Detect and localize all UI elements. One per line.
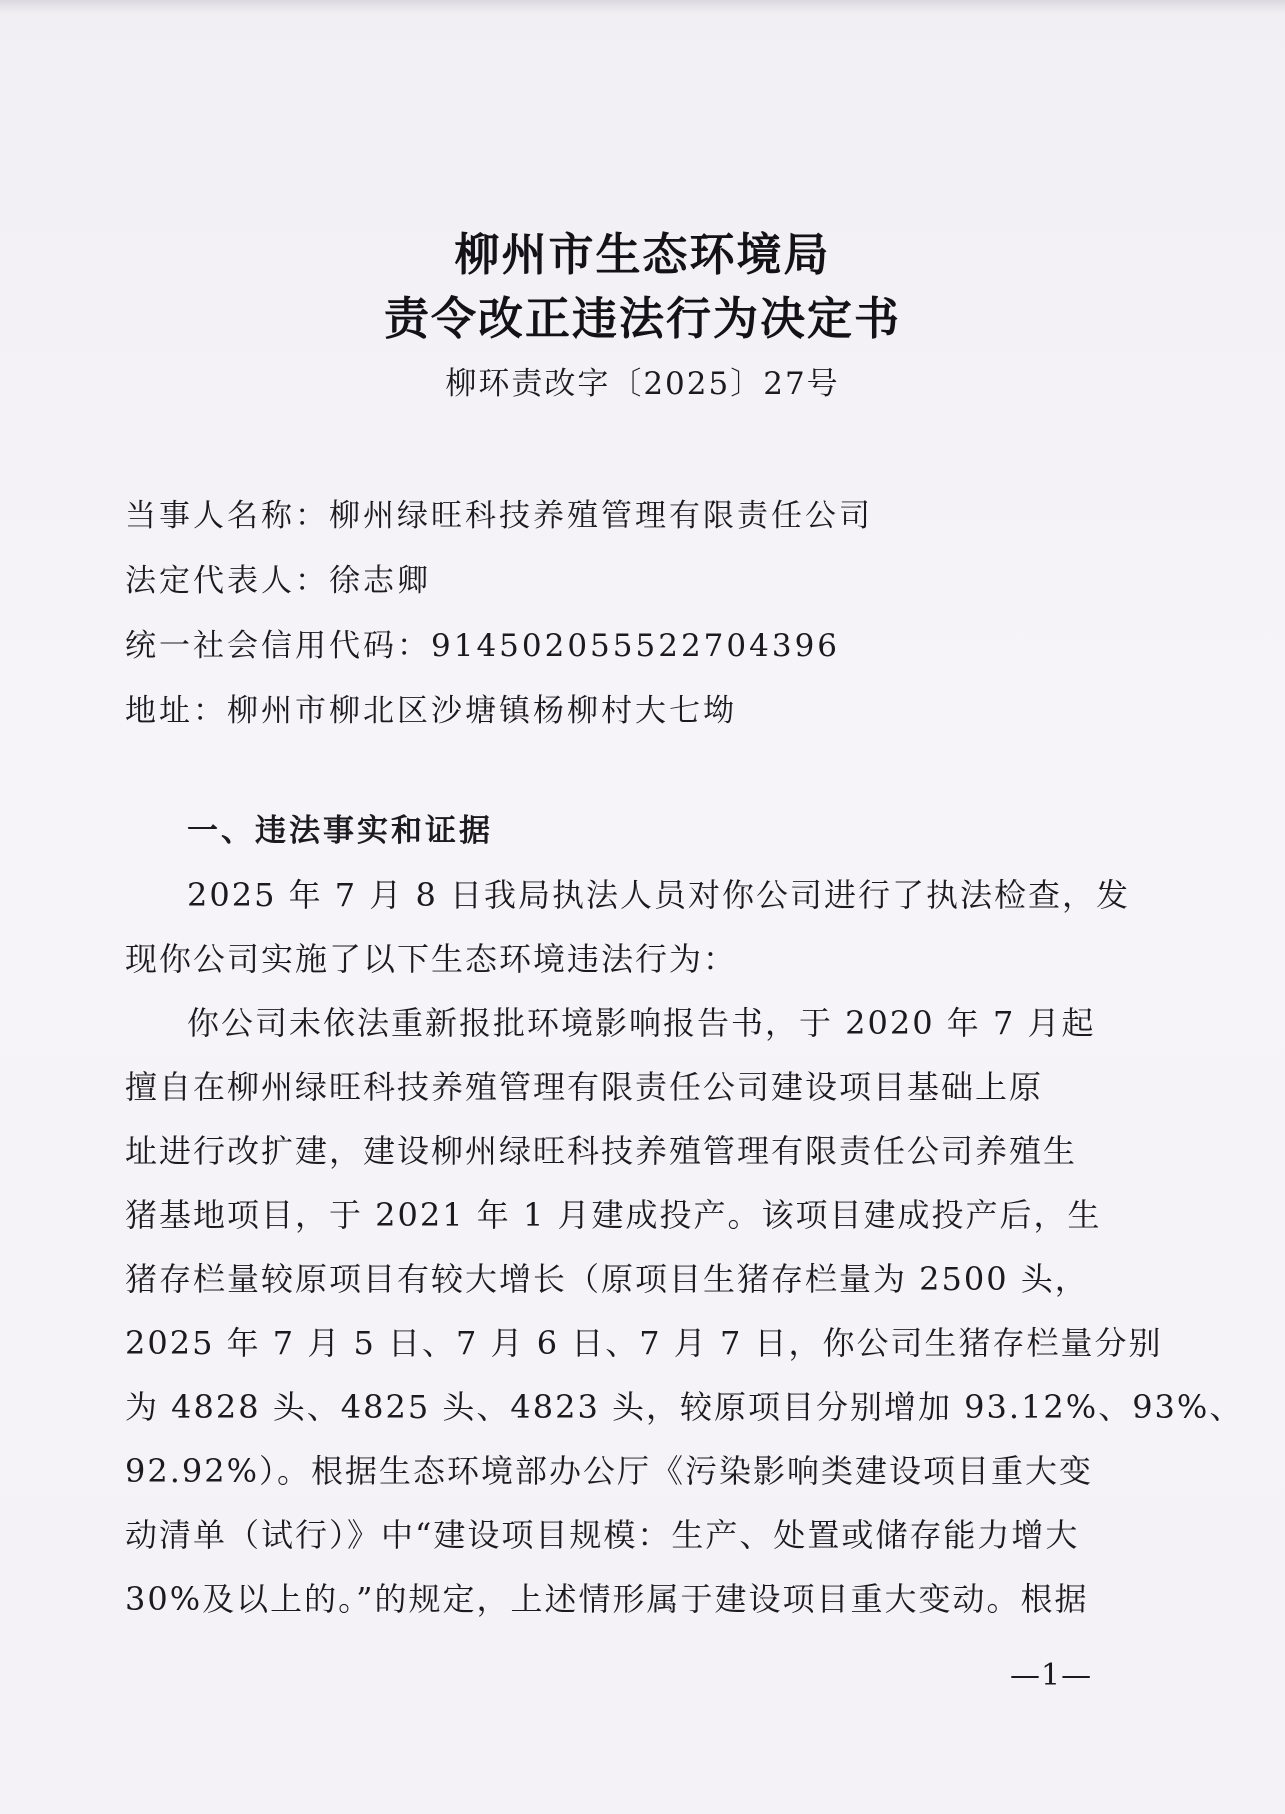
- paragraph-line: 猪基地项目，于 2021 年 1 月建成投产。该项目建成投产后，生: [125, 1196, 1102, 1234]
- paragraph-line: 92.92%）。根据生态环境部办公厅《污染影响类建设项目重大变: [125, 1452, 1094, 1490]
- paragraph-line: 2025 年 7 月 5 日、7 月 6 日、7 月 7 日，你公司生猪存栏量分别: [125, 1324, 1163, 1362]
- section-heading-violation-facts: 一、违法事实和证据: [187, 813, 493, 849]
- credit-code-value: 914502055522704396: [431, 628, 841, 664]
- address-label: 地址：: [125, 693, 227, 729]
- paragraph-line: 猪存栏量较原项目有较大增长（原项目生猪存栏量为 2500 头，: [125, 1260, 1089, 1298]
- document-title-line-1: 柳州市生态环境局: [454, 228, 831, 281]
- paragraph-line: 址进行改扩建，建设柳州绿旺科技养殖管理有限责任公司养殖生: [125, 1132, 1078, 1170]
- paragraph-line: 擅自在柳州绿旺科技养殖管理有限责任公司建设项目基础上原: [125, 1068, 1044, 1106]
- address-row: [125, 685, 737, 730]
- paragraph-line: 动清单（试行）》中“建设项目规模：生产、处置或储存能力增大: [125, 1516, 1080, 1554]
- legal-representative-value: 徐志卿: [329, 563, 431, 599]
- party-name-label: 当事人名称：: [125, 498, 329, 534]
- credit-code-row: [125, 620, 840, 665]
- paragraph-line: 2025 年 7 月 8 日我局执法人员对你公司进行了执法检查，发: [187, 876, 1131, 914]
- page-number: —1—: [1010, 1658, 1093, 1693]
- party-name-row: [125, 490, 873, 535]
- document-title-line-2: 责令改正违法行为决定书: [383, 292, 901, 345]
- paragraph-line: 你公司未依法重新报批环境影响报告书，于 2020 年 7 月起: [187, 1004, 1096, 1042]
- paragraph-line: 30%及以上的。”的规定，上述情形属于建设项目重大变动。根据: [125, 1580, 1089, 1618]
- legal-representative-label: 法定代表人：: [125, 563, 329, 599]
- address-value: 柳州市柳北区沙塘镇杨柳村大七坳: [227, 693, 737, 729]
- credit-code-label: 统一社会信用代码：: [125, 628, 431, 664]
- legal-representative-row: [125, 555, 431, 600]
- paragraph-line: 为 4828 头、4825 头、4823 头，较原项目分别增加 93.12%、93%、: [125, 1388, 1244, 1426]
- scan-edge-shadow: [0, 0, 1285, 14]
- document-number: 柳环责改字〔2025〕27号: [445, 366, 840, 402]
- paragraph-line: 现你公司实施了以下生态环境违法行为：: [125, 940, 738, 978]
- party-name-value: 柳州绿旺科技养殖管理有限责任公司: [329, 498, 873, 534]
